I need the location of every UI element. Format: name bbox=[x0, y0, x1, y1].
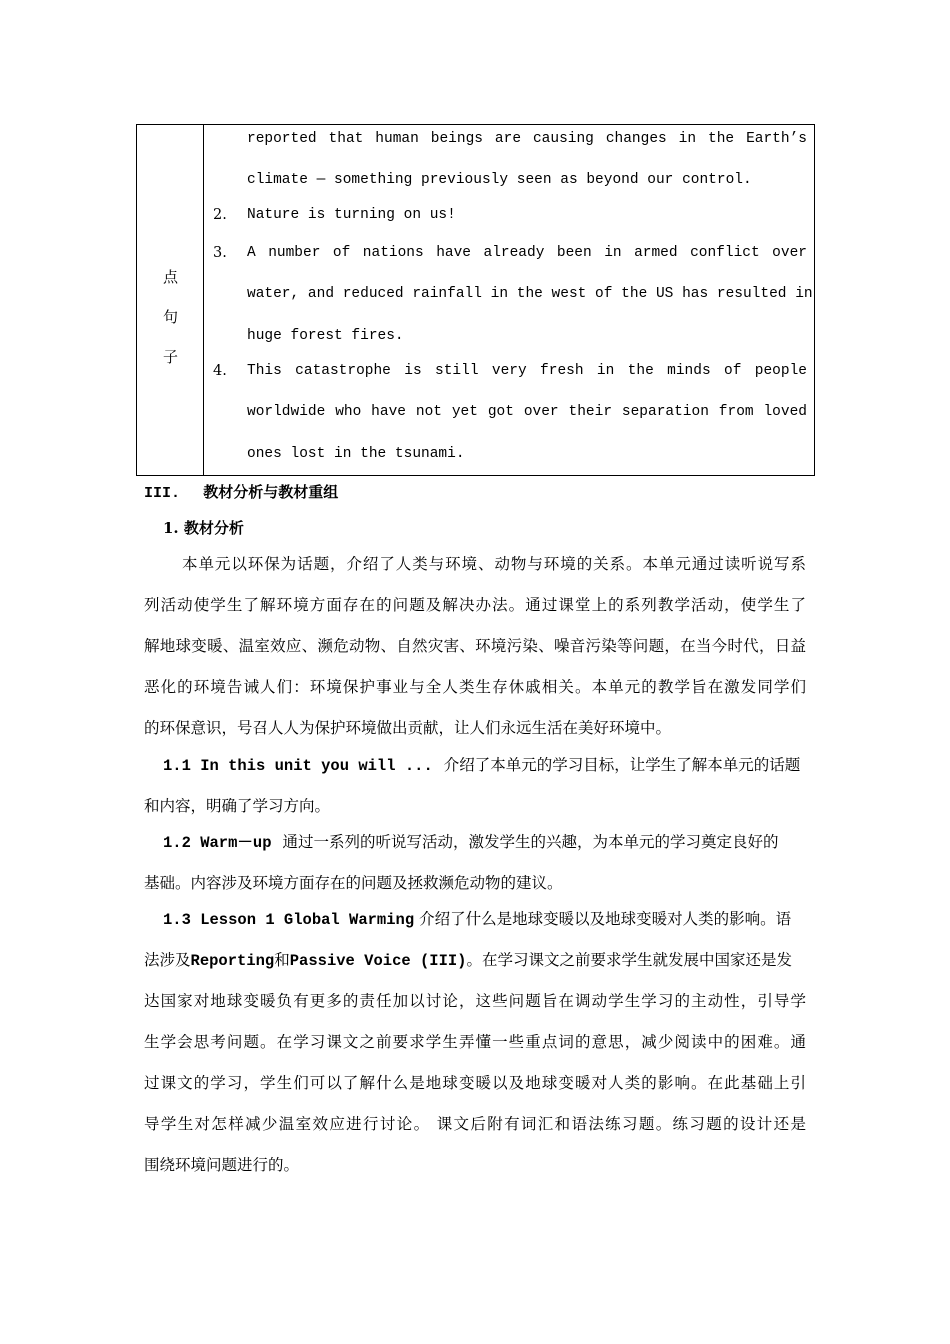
key-sentences-table bbox=[136, 124, 815, 476]
subsection-heading: 1. 教材分析 bbox=[163, 519, 244, 537]
text-span: 。在学习课文之前要求学生就发展中国家还是发 bbox=[466, 951, 792, 969]
sentence-3-line-2: water, and reduced rainfall in the west of the US has resulted in bbox=[247, 286, 813, 302]
sentence-1-line-1: reported that human beings are causing changes in the Earth’s bbox=[247, 131, 807, 147]
section-heading bbox=[144, 481, 338, 505]
item-1-1-label: 1.1 In this unit you will ... bbox=[163, 757, 433, 775]
section-number: III. bbox=[144, 485, 181, 502]
item-1-3-line-2 bbox=[144, 949, 806, 972]
item-1-2-line-1 bbox=[163, 831, 806, 854]
section-title: 教材分析与教材重组 bbox=[203, 483, 339, 501]
item-1-1-text: 介绍了本单元的学习目标，让学生了解本单元的话题 bbox=[443, 756, 801, 774]
paragraph-line: 恶化的环境告诫人们：环境保护事业与全人类生存休戚相关。本单元的教学旨在激发同学们 bbox=[144, 678, 806, 696]
grammar-term: Reporting bbox=[190, 952, 275, 970]
item-1-3-label: 1.3 Lesson 1 Global Warming bbox=[163, 911, 415, 929]
item-1-2-label: 1.2 Warm－up bbox=[163, 834, 272, 852]
grammar-term: Passive Voice (III) bbox=[289, 952, 467, 970]
text-span: 和 bbox=[274, 951, 290, 969]
paragraph-line: 本单元以环保为话题，介绍了人类与环境、动物与环境的关系。本单元通过读听说写系 bbox=[182, 555, 806, 573]
sentence-4-line-1: This catastrophe is still very fresh in the minds of people bbox=[247, 363, 807, 379]
table-label-column bbox=[137, 125, 204, 475]
sentence-3-line-1: A number of nations have already been in armed conflict over bbox=[247, 245, 807, 261]
sentence-1-line-2: climate — something previously seen as beyond our control. bbox=[247, 172, 752, 188]
sentence-3-line-3: huge forest fires. bbox=[247, 328, 404, 344]
label-char: 句 bbox=[162, 308, 178, 326]
paragraph-line: 围绕环境问题进行的。 bbox=[144, 1156, 300, 1174]
sentence-4-line-2: worldwide who have not yet got over their separation from loved bbox=[247, 404, 807, 420]
text-span: 法涉及 bbox=[144, 951, 191, 969]
paragraph-line: 列活动使学生了解环境方面存在的问题及解决办法。通过课堂上的系列教学活动，使学生了 bbox=[144, 596, 806, 614]
label-char: 点 bbox=[162, 268, 178, 286]
paragraph-line: 的环保意识，号召人人为保护环境做出贡献，让人们永远生活在美好环境中。 bbox=[144, 719, 672, 737]
sentence-4-number: 4. bbox=[213, 363, 227, 379]
sentence-3-number: 3. bbox=[213, 245, 227, 261]
item-1-2-text: 通过一系列的听说写活动，激发学生的兴趣，为本单元的学习奠定良好的 bbox=[282, 833, 779, 851]
paragraph-line: 生学会思考问题。在学习课文之前要求学生弄懂一些重点词的意思，减少阅读中的困难。通 bbox=[144, 1033, 806, 1051]
paragraph-line: 导学生对怎样减少温室效应进行讨论。 课文后附有词汇和语法练习题。练习题的设计还是 bbox=[144, 1115, 806, 1133]
label-char: 子 bbox=[162, 348, 178, 366]
item-1-1-line-1 bbox=[163, 754, 806, 777]
paragraph-line: 过课文的学习，学生们可以了解什么是地球变暖以及地球变暖对人类的影响。在此基础上引 bbox=[144, 1074, 806, 1092]
sentence-2-line-1: Nature is turning on us! bbox=[247, 207, 456, 223]
sentence-4-line-3: ones lost in the tsunami. bbox=[247, 446, 465, 462]
item-1-2-line-2: 基础。内容涉及环境方面存在的问题及拯救濒危动物的建议。 bbox=[144, 874, 563, 892]
item-1-1-line-2: 和内容，明确了学习方向。 bbox=[144, 797, 331, 815]
paragraph-line: 解地球变暖、温室效应、濒危动物、自然灾害、环境污染、噪音污染等问题，在当今时代，日益 bbox=[144, 637, 806, 655]
sentence-2-number: 2. bbox=[213, 207, 227, 223]
item-1-3-line-1 bbox=[163, 908, 806, 931]
paragraph-line: 达国家对地球变暖负有更多的责任加以讨论，这些问题旨在调动学生学习的主动性，引导学 bbox=[144, 992, 806, 1010]
item-1-3-text: 介绍了什么是地球变暖以及地球变暖对人类的影响。语 bbox=[419, 910, 792, 928]
